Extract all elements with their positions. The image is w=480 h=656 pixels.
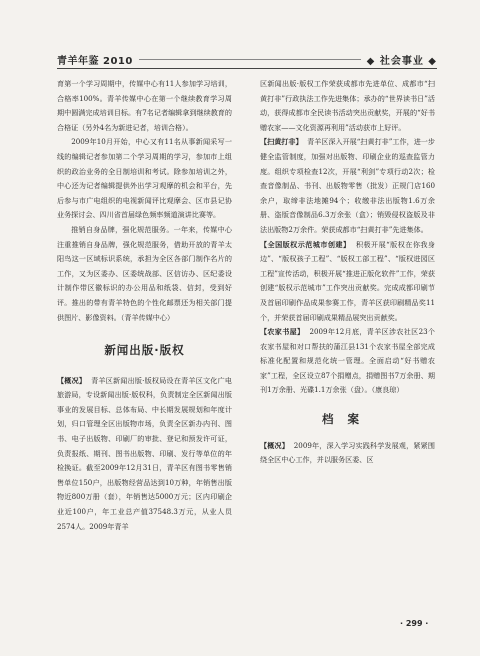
overview-tag: 【概况】 (57, 375, 87, 385)
overview-text: 2009年，深入学习实践科学发展观，紧紧围绕全区中心工作，并以服务区委、区 (260, 440, 435, 465)
section-heading-archives: 档案 (322, 412, 373, 427)
header-rule (57, 68, 437, 69)
section-title: ◆ 社会事业 ◆ (366, 55, 437, 67)
paragraph: 2009年10月开始，中心又有11名从事新闻采写一线的编辑记者参加第二个学习周期的学习，参加市上组织的政治业务的全日制培训和考试。除参加培训之外，中心还为记者编辑提供外出学习观摩的机会和平台，先后参与市广电组织的电视新闻评比观摩会、区市县记协业务探讨会、四川省首届绿色频率频道演讲比赛等。 (57, 137, 232, 220)
overview-text: 青羊区新闻出版·版权局设在青羊区文化广电旅游局，专设新闻出版·版权科，负责制定全区新闻出版事业的发展目标、总体布局、中长期发展规划和年度计划，归口管理全区出版物市场，负责全区新办内刊、图书、电子出版物、印刷厂的审批、登记和预发许可证，负责报纸、期刊、图书出版物、印刷、发行等单位的年检换证。截至2009年12月31日，青羊区有图书零售销售单位150户，出版物经营品达到10万种，年销售出版物近800万册（套），年销售达5000万元；区内印刷企业近100户，年工业总产值37548.3万元，从业人员2574人。2009年青羊 (57, 375, 232, 531)
entry-tag: 【扫黄打非】 (260, 137, 303, 147)
section-heading-press-copyright: 新闻出版·版权 (104, 343, 185, 358)
book-title: 青羊年鉴 2010 (57, 55, 133, 67)
entry-farm-library (260, 325, 435, 398)
entry-text: 2009年12月底，青羊区涉农社区23个农家书屋和对口帮扶的蒲江县131个农家书屋全部完成标准化配置和规范化统一管理。全面启动“好书赠农家”工程，全区设立87个捐赠点，捐赠图书7万余册、期刊1万余册、光碟1.1万余张（盘）。（康良琼） (260, 327, 436, 395)
overview-block (260, 439, 435, 468)
entry-tag: 【农家书屋】 (260, 327, 305, 337)
paragraph: 区新闻出版·版权工作荣获成都市先进单位、成都市“扫黄打非”行政执法工作先进集体；承办的“世界读书日”活动，获得成都市全民读书活动突出贡献奖，开展的“好书赠农家——文化资源再利用”活动获市上好评。 (260, 79, 435, 132)
page-number: · 299 · (400, 619, 429, 628)
entry-tag: 【全国版权示范城市创建】 (260, 239, 351, 249)
page-header (57, 52, 437, 66)
header-divider (139, 59, 361, 60)
entry-copyright-city (260, 238, 435, 326)
left-column (57, 77, 232, 534)
entry-text: 青羊区深入开展“扫黄打非”工作，进一步健全监管制度，加强对出版物、印刷企业的巡查监管力度。组织专项检查12次，开展“利剑”专项行动2次；检查音像制品、书刊、出版物零售（批发）正规门店160余户，取缔非法地摊94个；收缴非法出版物1.6万余册、盗版音像制品6.3万余张（盒）；销毁侵权盗版及非法出版物2万余件。荣获成都市“扫黄打非”先进集体。 (260, 137, 435, 234)
overview-block (57, 374, 232, 535)
right-column (260, 77, 435, 468)
paragraph: 推销自身品牌，强化规范服务。一年来，传媒中心注重推销自身品牌，强化规范服务，借助开放的青羊太阳鸟这一区域标识系统，承担为全区各部门制作名片的工作，又为区委办、区委统战部、区信访办、区纪委设计制作带区徽标识的办公用品和纸袋、信封，受到好评。推出的带有青羊特色的个性化邮票还为相关部门提供图片、影像资料。（青羊传媒中心） (57, 224, 232, 322)
entry-text: 积极开展“版权在你我身边”、“版权孩子工程”、“版权工部工程”、“版权进园区工程”宣传活动，积极开展“推进正版化软件”工作，荣获创建“版权示范城市”工作突出贡献奖。完成成都印刷节及首届印刷作品成果参赛工作，青羊区获印刷精品奖11个，并荣获首届印刷成果精品展突出贡献奖。 (260, 239, 435, 322)
paragraph: 育第一个学习周期中，传媒中心有11人参加学习培训，合格率100%。青羊传媒中心在第一个继续教育学习周期中圆满完成培训目标。有7名记者编辑拿到继续教育的合格证（另外4名为新进记者，培训合格）。 (57, 79, 232, 132)
entry-anti-piracy (260, 135, 435, 237)
overview-tag: 【概况】 (260, 440, 289, 450)
